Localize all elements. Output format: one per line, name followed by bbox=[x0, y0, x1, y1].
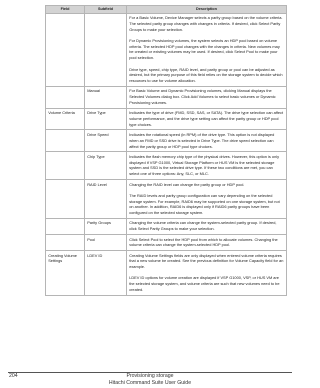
field-cell bbox=[46, 152, 85, 180]
subfield-cell: Pool bbox=[85, 234, 127, 250]
field-cell: Volume Criteria bbox=[46, 108, 85, 130]
header-description: Description bbox=[127, 6, 287, 14]
description-cell bbox=[127, 251, 287, 296]
table-row bbox=[46, 108, 287, 130]
guide-title: Hitachi Command Suite User Guide bbox=[108, 380, 192, 386]
table-row bbox=[46, 251, 287, 296]
description-paragraph: For Dynamic Provisioning volumes, the system selects an HDP pool based on volume criteria. The selected HDP pool changes with the changes in criteria. New volumes may be created or existing volumes may be used. If desired, click Select Pool to make your pool selection. bbox=[129, 37, 280, 61]
description-paragraph: The RAID levels and parity group configuration can vary depending on the selected storage system. For example, RAID6 may be supported on one storage system, but not on another. In addition, RAID6 is displayed only if RAID6 parity groups have been configured on the selected storage system. bbox=[129, 192, 280, 216]
description-cell bbox=[127, 130, 287, 152]
description-cell bbox=[127, 218, 287, 234]
field-cell bbox=[46, 130, 85, 152]
description-paragraph: Drive type, speed, chip type, RAID level, and parity group or pool can be adjusted as desired, but the primary purpose of this field relies on the storage system to decide which resources to use for volume allocation. bbox=[129, 66, 283, 84]
table-row bbox=[46, 152, 287, 180]
subfield-cell: Chip Type bbox=[85, 152, 127, 180]
table-row bbox=[46, 234, 287, 250]
description-paragraph: Indicates the type of drive (FMD, SSD, SAS, or SATA). The drive type selection can affect volume performance, and the drive type setting can affect the parity group or HDP pool type choices. bbox=[129, 110, 284, 127]
description-paragraph: Indicates the flash memory chip type of the physical drives. However, this option is only displayed if VSP G1000, Virtual Storage Platform or HUS VM is the selected storage system and SSD is the selected drive type. If these two conditions are met, you can select one of three options: Any, SLC, or MLC. bbox=[129, 153, 280, 177]
field-cell bbox=[46, 179, 85, 218]
description-cell bbox=[127, 179, 287, 218]
description-paragraph: For Basic Volume and Dynamic Provisioning volumes, clicking Manual displays the Selected Volumes dialog box. Click Add Volumes to select basic volumes or Dynamic Provisioning volumes. bbox=[129, 88, 276, 105]
field-cell bbox=[46, 86, 85, 108]
field-cell bbox=[46, 218, 85, 234]
subfield-cell: Manual bbox=[85, 86, 127, 108]
description-cell bbox=[127, 13, 287, 86]
description-paragraph: For a Basic Volume, Device Manager selects a parity group based on the volume criteria. The selected parity group changes with changes in criteria. If desired, click Select Parity Groups to make your selection. bbox=[129, 15, 283, 32]
field-cell bbox=[46, 234, 85, 250]
subfield-cell: RAID Level bbox=[85, 179, 127, 218]
page-number: 204 bbox=[9, 373, 18, 379]
description-paragraph: Creating Volume Settings fields are only displayed when entered volume criteria requires that a new volume be created. See the previous definition for Volume Capacity field for an example. bbox=[129, 252, 284, 270]
description-paragraph: Indicates the rotational speed (in RPM) of the drive type. This option is not displayed when an FMD or SSD drive is selected in Drive Type. The drive speed selection can affect the parity group or HDP pool type choices. bbox=[129, 132, 275, 149]
subfield-cell: Drive Type bbox=[85, 108, 127, 130]
subfield-cell: Drive Speed bbox=[85, 130, 127, 152]
description-paragraph: Changing the volume criteria can change the system-selected parity group. If desired, click Select Parity Groups to make your selection. bbox=[129, 220, 277, 232]
description-cell bbox=[127, 152, 287, 180]
description-table bbox=[45, 5, 287, 296]
table-row bbox=[46, 179, 287, 218]
subfield-cell bbox=[85, 13, 127, 86]
table-row bbox=[46, 13, 287, 86]
table-row bbox=[46, 130, 287, 152]
description-paragraph: Changing the RAID level can change the parity group or HDP pool. bbox=[129, 181, 245, 187]
header-subfield: Subfield bbox=[85, 6, 127, 14]
table-row bbox=[46, 86, 287, 108]
description-paragraph: Click Select Pool to select the HDP pool from which to allocate volumes. Changing the volume criteria can change the system-selected HDP pool. bbox=[129, 236, 278, 248]
page-footer bbox=[0, 370, 300, 388]
description-cell bbox=[127, 234, 287, 250]
table-row bbox=[46, 218, 287, 234]
description-paragraph: LDEV ID options for volume creation are displayed if VSP G1000, VSP, or HUS VM are the selected storage system, and volume criteria are such that new volumes need to be created. bbox=[129, 275, 280, 292]
description-cell bbox=[127, 86, 287, 108]
field-cell: Creating Volume Settings bbox=[46, 251, 85, 296]
section-title: Provisioning storage bbox=[126, 373, 174, 379]
description-cell bbox=[127, 108, 287, 130]
subfield-cell: LDEV ID bbox=[85, 251, 127, 296]
header-field: Field bbox=[46, 6, 85, 14]
table-header-row bbox=[46, 6, 287, 14]
subfield-cell: Parity Groups bbox=[85, 218, 127, 234]
field-cell bbox=[46, 13, 85, 86]
